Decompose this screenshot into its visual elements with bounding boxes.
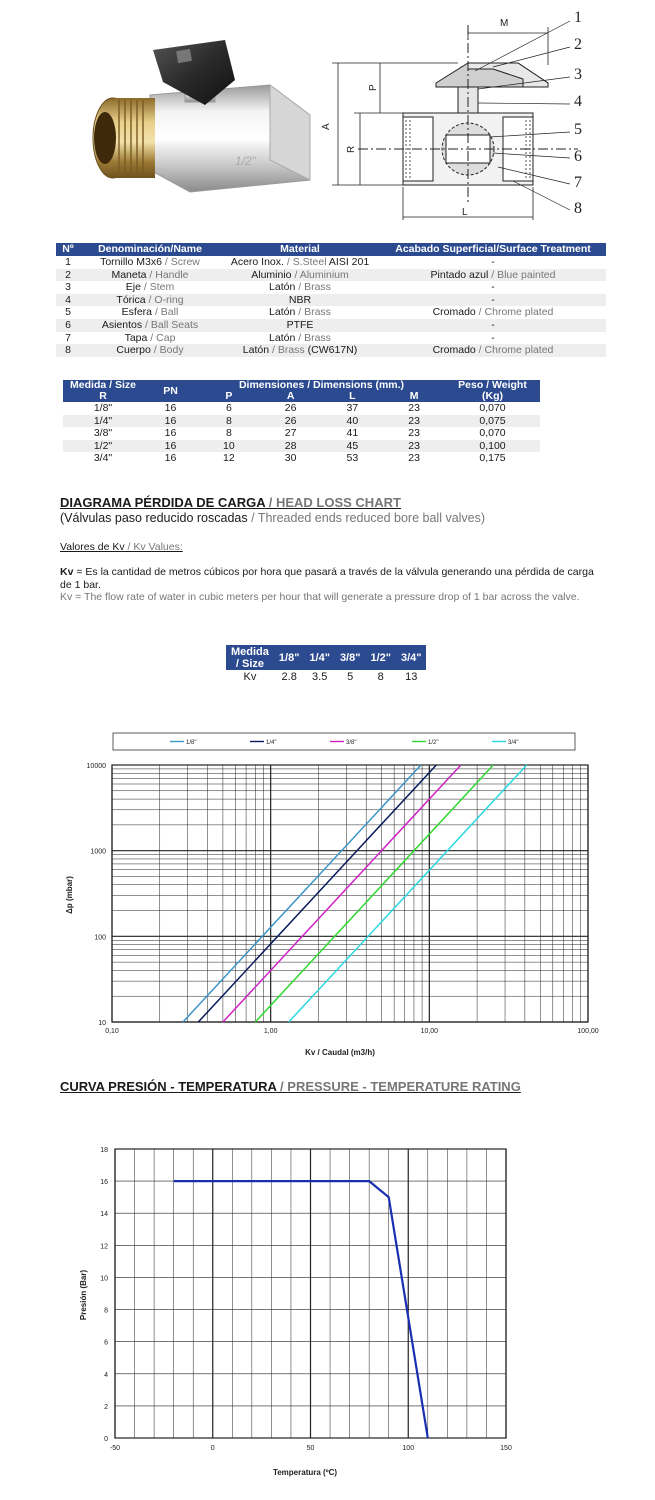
parts-row: [56, 281, 606, 294]
pressure-temperature-chart: [0, 1135, 655, 1485]
part-material-extra: (CW617N): [307, 344, 358, 357]
size-cell-r: 1/8": [93, 402, 113, 414]
p-label: P: [225, 390, 233, 402]
part-material-es: Acero Inox.: [230, 256, 284, 268]
legend-label: 3/4": [508, 740, 519, 746]
part-name-en: Cap: [156, 331, 176, 344]
part-number: 2: [65, 268, 71, 281]
part-material-en: Brass: [304, 281, 331, 294]
pt-title: [60, 1079, 521, 1094]
y-tick-label: 12: [100, 1243, 108, 1251]
legend-label: 1/4": [266, 740, 277, 746]
x-axis-label: Temperatura (ºC): [272, 1468, 338, 1477]
size-cell-p: 6: [225, 402, 232, 414]
parts-row: [56, 256, 606, 269]
headloss-sub-sep: /: [247, 511, 258, 525]
part-finish-es: -: [491, 293, 495, 306]
headloss-chart: [0, 720, 655, 1065]
kv-col-size-5: 3/4": [396, 645, 427, 670]
parts-table: [56, 243, 606, 357]
part-name-en: Ball Seats: [150, 318, 199, 331]
y-tick-label: 2: [104, 1403, 108, 1411]
cell-name: Tornillo M3x6 / Screw: [100, 256, 200, 268]
parts-row: [56, 294, 606, 307]
cell-material: Aluminio / Aluminium: [220, 269, 380, 282]
peso-label: Peso / Weight: [458, 379, 527, 391]
dim-l-label: L: [462, 207, 468, 218]
part-name-es: Eje: [125, 281, 141, 294]
headloss-sub-es: (Válvulas paso reducido roscadas: [60, 511, 248, 525]
r-label: R: [99, 390, 107, 402]
part-number: 3: [65, 281, 71, 294]
part-material-es: Latón: [242, 344, 270, 357]
part-name-en: Screw: [170, 256, 200, 268]
kv-value: 2.8: [281, 671, 297, 683]
cell-no: [56, 319, 80, 332]
callout-5: 5: [574, 121, 582, 138]
size-row: [63, 452, 540, 465]
cell-no: [56, 294, 80, 307]
kv-col-size-1: 1/8": [274, 645, 305, 670]
cell-name: Tapa / Cap: [124, 331, 176, 344]
size-cell-m: 23: [408, 427, 420, 439]
cell-finish: [380, 319, 606, 332]
dim-a-label: A: [321, 123, 332, 130]
cell-finish: [380, 332, 606, 345]
part-finish-es: Cromado: [432, 306, 476, 319]
size-cell-l: 45: [322, 440, 384, 453]
part-finish-en: Chrome plated: [484, 306, 554, 319]
kv-value: 13: [405, 671, 418, 683]
series-line: [198, 765, 436, 1022]
part-number: 4: [65, 293, 71, 306]
legend-label: 1/8": [186, 740, 197, 746]
cell-name: Cuerpo / Body: [80, 344, 220, 357]
parts-row: [56, 306, 606, 319]
part-material-es: PTFE: [286, 318, 314, 331]
kg-label: (Kg): [482, 390, 503, 402]
m-label: M: [409, 390, 419, 402]
size-cell-kg: 0,175: [479, 452, 506, 464]
part-name-en: Ball: [160, 306, 179, 319]
headloss-title-es: DIAGRAMA PÉRDIDA DE CARGA: [60, 495, 266, 510]
l-label: L: [349, 390, 356, 402]
x-tick-label: 1,00: [263, 1028, 278, 1035]
parts-row: [56, 269, 606, 282]
size-cell-a: 26: [284, 402, 297, 414]
part-material-extra: AISI 201: [328, 256, 370, 268]
x-tick-label: -50: [109, 1445, 121, 1452]
pt-title-sep: /: [276, 1079, 288, 1094]
cell-finish: [380, 256, 606, 269]
y-axis-label: Presión (Bar): [79, 1269, 88, 1321]
callout-6: 6: [574, 148, 582, 165]
valve-technical-drawing: [318, 5, 608, 220]
cell-no: [56, 332, 80, 345]
size-cell-l: 41: [346, 427, 359, 439]
callout-2: 2: [574, 36, 582, 53]
kv-definition-en: Kv = The flow rate of water in cubic meters per hour that will generate a pressure drop of 1 bar across the valve.: [60, 591, 580, 603]
series-line: [223, 765, 461, 1022]
headloss-subtitle: [60, 511, 485, 525]
size-cell-r: 1/2": [63, 440, 143, 453]
part-number: 5: [65, 306, 71, 319]
size-cell-m: 23: [383, 440, 445, 453]
size-cell-m: 23: [408, 402, 420, 414]
dim-p-label: P: [368, 84, 379, 91]
size-cell-kg: 0,075: [445, 415, 540, 428]
x-tick-label: 150: [500, 1445, 512, 1452]
part-material-en: Brass: [277, 344, 305, 357]
series-line: [255, 765, 493, 1022]
x-axis-label: Kv / Caudal (m3/h): [305, 1048, 375, 1057]
size-cell-pn: 16: [164, 402, 177, 414]
callout-4: 4: [574, 93, 582, 110]
part-name-es: Tornillo M3x6: [100, 256, 162, 268]
size-cell-r: 3/4": [93, 452, 113, 464]
size-cell-pn: 16: [143, 440, 198, 453]
kv-size-label: / Size: [235, 657, 265, 670]
part-material-es: Aluminio: [251, 268, 292, 281]
legend-label: 3/8": [346, 740, 357, 746]
y-tick-label: 1000: [90, 848, 106, 856]
kv-value: 3.5: [312, 671, 328, 683]
size-cell-a: 30: [284, 452, 297, 464]
part-name-en: Stem: [149, 281, 175, 294]
cell-material: [220, 319, 380, 332]
y-tick-label: 10: [100, 1275, 108, 1283]
a-label: A: [286, 390, 295, 402]
valve-photo: [75, 20, 315, 200]
part-name-es: Asientos: [101, 318, 143, 331]
kv-col-size-2: 1/4": [304, 645, 335, 670]
col-header-name: Denominación/Name: [80, 243, 220, 256]
cell-finish: Pintado azul / Blue painted: [380, 269, 606, 282]
size-cell-r: 3/8": [93, 427, 113, 439]
size-cell-p: 10: [198, 440, 260, 453]
size-cell-pn: 16: [143, 415, 198, 428]
y-axis-label: Δp (mbar): [65, 876, 74, 914]
size-row: [63, 415, 540, 428]
part-material-es: NBR: [288, 293, 312, 306]
size-cell-l: 37: [346, 402, 359, 414]
cell-finish: Cromado / Chrome plated: [380, 344, 606, 357]
callout-8: 8: [574, 200, 582, 217]
parts-row: [56, 344, 606, 357]
part-material-es: Latón: [269, 331, 296, 344]
col-header-material: Material: [220, 243, 380, 256]
size-cell-m: 23: [383, 415, 445, 428]
part-name-es: Tórica: [116, 293, 146, 306]
part-name-es: Esfera: [121, 306, 153, 319]
part-number: 1: [65, 256, 71, 268]
cell-name: Tórica / O-ring: [80, 294, 220, 307]
cell-name: Esfera / Ball: [121, 306, 179, 319]
callout-3: 3: [574, 66, 582, 83]
kv-table: [226, 645, 426, 684]
col-header-finish: Acabado Superficial/Surface Treatment: [380, 243, 606, 256]
part-name-es: Maneta: [111, 268, 147, 281]
kv-values-en: / Kv Values:: [124, 541, 183, 553]
cell-name: Asientos / Ball Seats: [80, 319, 220, 332]
part-name-en: O-ring: [154, 293, 184, 306]
cell-finish: Cromado / Chrome plated: [432, 306, 554, 319]
kv-definition-es: [60, 566, 600, 592]
y-tick-label: 18: [100, 1147, 108, 1154]
x-tick-label: 100: [402, 1445, 415, 1452]
pt-title-en: PRESSURE - TEMPERATURE RATING: [287, 1079, 521, 1094]
cell-material: Latón / Brass: [269, 306, 331, 319]
part-name-en: Handle: [155, 268, 189, 281]
kv-col-size-4: 1/2": [365, 645, 396, 670]
callout-1: 1: [574, 9, 582, 26]
cell-no: [56, 256, 80, 269]
part-number: 7: [65, 331, 71, 344]
cell-name: Eje / Stem: [125, 281, 175, 294]
part-material-en: Brass: [304, 306, 331, 319]
y-tick-label: 10000: [86, 763, 106, 770]
size-cell-a: 26: [260, 415, 322, 428]
x-tick-label: 10,00: [420, 1028, 439, 1035]
kv-key: Kv: [60, 566, 74, 578]
part-finish-es: Pintado azul: [430, 268, 489, 281]
size-cell-p: 12: [223, 452, 235, 464]
cell-material: Latón / Brass: [269, 281, 331, 294]
part-material-en: S.Steel: [292, 256, 327, 268]
dims-label: Dimensiones / Dimensions (mm.): [238, 379, 405, 391]
y-tick-label: 8: [104, 1307, 108, 1315]
col-header-no: Nº: [56, 243, 80, 256]
photo-size-mark: 1/2": [235, 154, 256, 168]
medida-label: Medida / Size: [70, 379, 136, 391]
kv-col-header-medida: [226, 645, 274, 670]
size-cell-a: 27: [284, 427, 297, 439]
cell-no: [56, 306, 80, 319]
headloss-sub-en: Threaded ends reduced bore ball valves): [257, 511, 486, 525]
parts-row: [56, 332, 606, 345]
part-finish-es: -: [491, 281, 495, 294]
size-cell-kg: 0,070: [479, 427, 506, 439]
col-header-peso: [445, 380, 540, 402]
x-tick-label: 0: [210, 1445, 215, 1452]
pt-title-es: CURVA PRESIÓN - TEMPERATURA: [60, 1079, 277, 1094]
part-material-es: Latón: [269, 306, 296, 319]
cell-no: [56, 281, 80, 294]
y-tick-label: 0: [104, 1436, 108, 1443]
col-header-dimensions: [198, 380, 445, 402]
y-tick-label: 14: [100, 1211, 108, 1219]
col-header-pn: PN: [143, 380, 198, 402]
part-material-es: Latón: [269, 281, 296, 294]
cell-finish: [380, 294, 606, 307]
cell-finish: [380, 281, 606, 294]
kv-medida-label: Medida: [231, 645, 269, 658]
y-tick-label: 10: [98, 1020, 106, 1027]
cell-no: [56, 344, 80, 357]
part-material-en: Brass: [304, 331, 331, 344]
x-tick-label: 50: [306, 1445, 315, 1452]
part-number: 6: [65, 318, 71, 331]
dim-m-label: M: [500, 18, 509, 29]
cell-material: [220, 294, 380, 307]
part-material-en: Aluminium: [299, 268, 349, 281]
part-finish-es: -: [491, 331, 495, 344]
size-row: [63, 427, 540, 440]
part-finish-es: -: [491, 256, 495, 268]
series-line: [183, 765, 421, 1022]
kv-row-label: Kv: [243, 671, 257, 683]
parts-row: [56, 319, 606, 332]
headloss-title: [60, 495, 401, 510]
cell-name: Maneta / Handle: [80, 269, 220, 282]
kv-value: 5: [347, 671, 354, 683]
callout-7: 7: [574, 174, 582, 191]
part-finish-en: Chrome plated: [484, 344, 554, 357]
size-cell-r: 1/4": [63, 415, 143, 428]
part-finish-en: Blue painted: [497, 268, 556, 281]
kv-def-es-text: = Es la cantidad de metros cúbicos por hora que pasará a través de la válvula generando una pérdida de carga de 1 bar.: [60, 566, 594, 591]
size-row: [63, 440, 540, 453]
plot-frame: [112, 765, 588, 1022]
size-cell-kg: 0,070: [479, 402, 506, 414]
y-tick-label: 4: [104, 1371, 108, 1379]
y-tick-label: 6: [104, 1339, 108, 1347]
cell-no: [56, 269, 80, 282]
x-tick-label: 100,00: [577, 1028, 599, 1035]
x-tick-label: 0,10: [105, 1028, 119, 1035]
part-finish-es: Cromado: [432, 344, 476, 357]
cell-material: Acero Inox. / S.Steel AISI 201: [230, 256, 370, 268]
size-cell-p: 8: [225, 427, 232, 439]
part-finish-es: -: [491, 318, 495, 331]
size-cell-a: 28: [260, 440, 322, 453]
series-line: [289, 765, 527, 1022]
size-cell-m: 23: [408, 452, 420, 464]
kv-value: 8: [377, 671, 384, 683]
part-name-es: Cuerpo: [116, 344, 151, 357]
size-cell-pn: 16: [164, 452, 177, 464]
kv-values-es: Valores de Kv: [60, 541, 125, 553]
y-tick-label: 16: [100, 1179, 108, 1187]
size-cell-l: 53: [346, 452, 359, 464]
cell-material: Latón / Brass (CW617N): [220, 344, 380, 357]
size-row: [63, 402, 540, 415]
size-cell-l: 40: [322, 415, 384, 428]
kv-values-label: [60, 541, 600, 554]
col-header-medida: [63, 380, 143, 402]
headloss-title-sep: /: [265, 495, 276, 510]
y-tick-label: 100: [94, 934, 106, 942]
size-cell-p: 8: [198, 415, 260, 428]
kv-col-size-3: 3/8": [335, 645, 366, 670]
part-name-en: Body: [159, 344, 184, 357]
legend-label: 1/2": [428, 740, 439, 746]
headloss-title-en: HEAD LOSS CHART: [275, 495, 401, 510]
part-number: 8: [65, 344, 71, 357]
dim-r-label: R: [346, 145, 357, 153]
size-cell-pn: 16: [164, 427, 177, 439]
size-cell-kg: 0,100: [445, 440, 540, 453]
part-name-es: Tapa: [124, 331, 148, 344]
cell-material: Latón / Brass: [269, 331, 331, 344]
sizes-table: [63, 380, 540, 465]
